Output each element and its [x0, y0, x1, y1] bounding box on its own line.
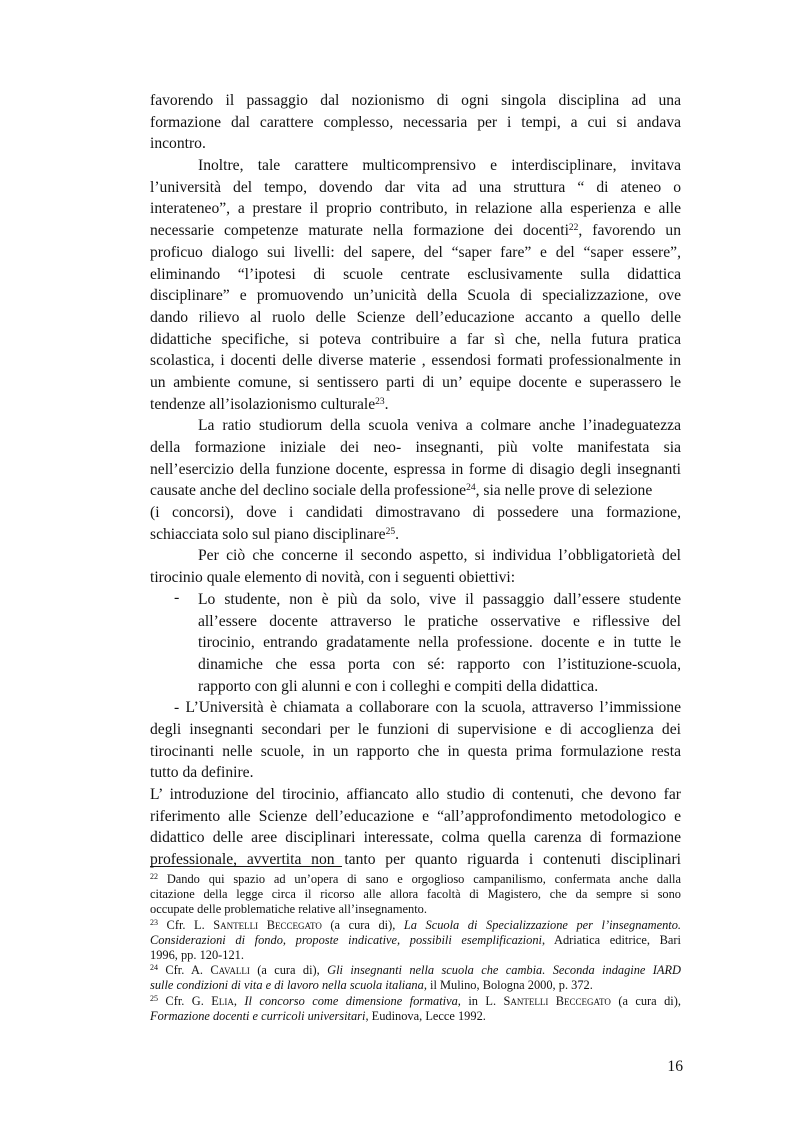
- text-line: dinamiche che essa porta con sé: rapporto con l’istituzione-scuola,: [198, 655, 681, 673]
- text-line: tirocinio quale elemento di novità, con i seguenti obiettivi:: [150, 569, 516, 587]
- footnote-line: Formazione docenti e curricoli universitari, Eudinova, Lecce 1992.: [150, 1008, 486, 1023]
- text-line: incontro.: [150, 135, 206, 153]
- text-line: formazione dal carattere complesso, necessaria per i tempi, a cui si andava: [150, 113, 681, 131]
- text-line: didattico delle aree disciplinari interessate, colma quella carenza di formazione: [150, 829, 681, 847]
- text-line: nell’esercizio della funzione docente, espressa in forme di disagio degli insegnanti: [150, 460, 681, 478]
- footnote-23: $^{23}$ Cfr. L. Santelli Beccegato (a cura di), La Scuola di Specializzazione per l’insegnamento.: [150, 917, 682, 932]
- text-line: La ratio studiorum della scuola veniva a colmare anche l’inadeguatezza: [198, 417, 681, 435]
- text-line: scolastica, i docenti delle diverse materie , essendosi formati professionalmente in: [150, 352, 681, 370]
- footnote-24: $^{24}$ Cfr. A. Cavalli (a cura di), Gli insegnanti nella scuola che cambia. Seconda indagine IARD: [150, 963, 681, 978]
- text-line: un ambiente comune, si sentissero parti di un’ equipe docente e superassero le: [150, 373, 681, 391]
- footnotes: [150, 872, 681, 1024]
- footnote-line: Considerazioni di fondo, proposte indicative, possibili esemplificazioni, Adriatica editrice, Bari: [150, 932, 681, 947]
- footnote-line: 1996, pp. 120-121.: [150, 947, 244, 962]
- text-line: tendenze all’isolazionismo culturale$^{23}$.: [150, 395, 389, 413]
- text-line: tirocinanti nelle scuole, in un rapporto che in questa prima formulazione resta: [150, 742, 681, 760]
- bullet-list: [150, 589, 681, 697]
- text-line: (i concorsi), dove i candidati dimostravano di possedere una formazione,: [150, 504, 681, 522]
- text-line: l’università del tempo, dovendo dar vita ad una struttura “ di ateneo o: [150, 178, 681, 196]
- footnote-ref-22[interactable]: 22: [568, 223, 579, 234]
- text-line: proficuo dialogo sui livelli: del sapere, del “saper fare” e del “saper essere”,: [150, 243, 681, 261]
- footnote-line: occupate delle problematiche relative all’insegnamento.: [150, 902, 427, 917]
- text-line: Per ciò che concerne il secondo aspetto, si individua l’obbligatorietà del: [198, 547, 681, 565]
- footnote-separator: [150, 866, 342, 867]
- footnote-line: citazione della legge circa il ricorso alle allora facoltà di Magistero, che da sempre si sono: [150, 887, 681, 902]
- text-line: necessarie competenze maturate nella formazione dei docenti$^{22}$, favorendo un: [150, 222, 681, 240]
- text-line: favorendo il passaggio dal nozionismo di ogni singola disciplina ad una: [150, 92, 681, 109]
- footnote-line: sulle condizioni di vita e di lavoro nella scuola italiana, il Mulino, Bologna 2000, p. 372.: [150, 978, 593, 993]
- text-line: Lo studente, non è più da solo, vive il passaggio dall’essere studente: [198, 590, 681, 608]
- footnote-22: $^{22}$ Dando qui spazio ad un’opera di sano e orgoglioso campanilismo, confermata anche dalla: [150, 872, 681, 886]
- text-line: tirocinio, entrando gradatamente nella professione. docente e in tutte le: [198, 634, 681, 652]
- text-line: eliminando “l’ipotesi di scuole centrate esclusivamente sulla didattica: [150, 265, 681, 283]
- text-line: - L’Università è chiamata a collaborare con la scuola, attraverso l’immissione: [174, 699, 681, 717]
- text-line: interateneo”, a prestare il proprio contributo, in relazione alla esperienza e alle: [150, 200, 681, 218]
- text-line: schiacciata solo sul piano disciplinare$^{25}$.: [150, 525, 399, 543]
- dash-marker: -: [174, 588, 180, 606]
- bullet-item: [174, 588, 681, 697]
- text-line: causate anche del declino sociale della professione$^{24}$, sia nelle prove di selezione: [150, 482, 653, 500]
- text-line: della formazione iniziale dei neo- insegnanti, più volte manifestata sia: [150, 439, 681, 456]
- footnote-ref-24[interactable]: 24: [466, 483, 476, 494]
- page-number: 16: [667, 1058, 683, 1075]
- text-line: professionale, avvertita non tanto per quanto riguarda i contenuti disciplinari: [150, 851, 681, 869]
- footnote-25: $^{25}$ Cfr. G. Elia, Il concorso come dimensione formativa, in L. Santelli Beccegato (a cura di),: [150, 993, 681, 1008]
- text-line: rapporto con gli alunni e con i colleghi e compiti della didattica.: [198, 677, 599, 695]
- text-line: didattiche specifiche, si poteva contribuire a far sì che, nella futura pratica: [150, 330, 681, 348]
- footnote-ref-25[interactable]: 25: [385, 526, 396, 537]
- main-text: [150, 90, 681, 871]
- text-line: riferimento alle Scienze dell’educazione e “all’approfondimento metodologico e: [150, 807, 681, 825]
- text-line: all’essere docente attraverso le pratiche osservative e riflessive del: [198, 612, 681, 630]
- text-line: dando rilievo al ruolo delle Scienze dell’educazione accanto a quello delle: [150, 308, 681, 326]
- text-line: Inoltre, tale carattere multicomprensivo e interdisciplinare, invitava: [198, 157, 681, 175]
- text-line: degli insegnanti secondari per le funzioni di supervisione e di accoglienza dei: [150, 720, 681, 738]
- text-line: disciplinare” e promuovendo un’unicità della Scuola di specializzazione, ove: [150, 287, 681, 305]
- footnote-ref-23[interactable]: 23: [375, 396, 385, 407]
- text-line: L’ introduzione del tirocinio, affiancato allo studio di contenuti, che devono far: [150, 786, 681, 803]
- text-line: tutto da definire.: [150, 764, 254, 782]
